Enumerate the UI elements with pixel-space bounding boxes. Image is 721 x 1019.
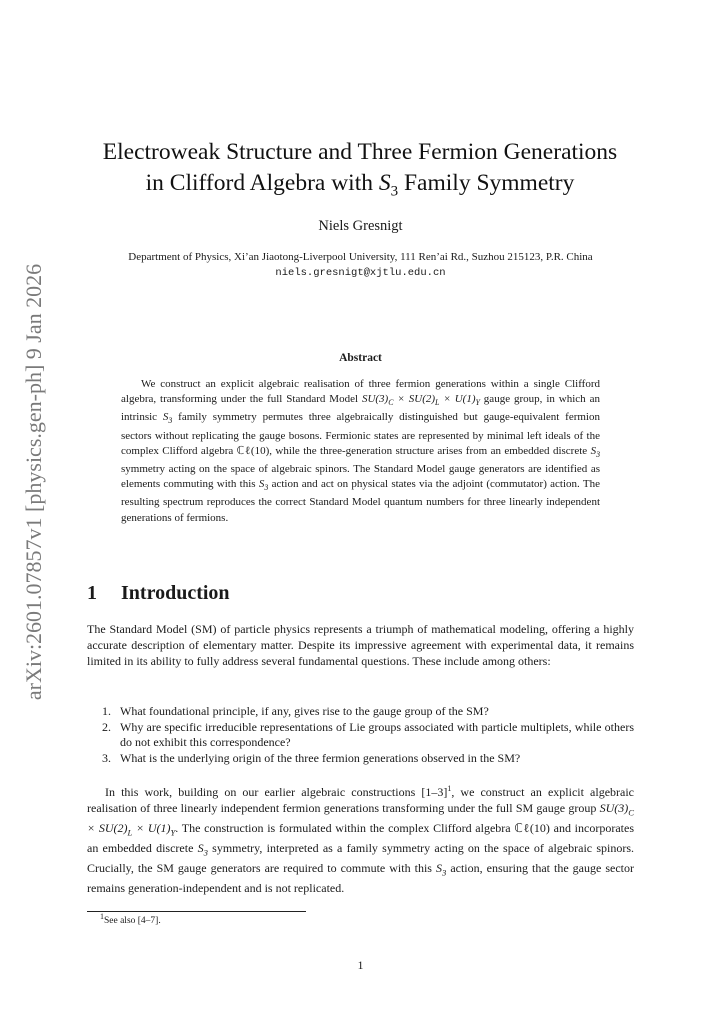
title-line-1: Electroweak Structure and Three Fermion Generations	[102, 139, 618, 165]
footnote-divider	[87, 911, 306, 912]
abstract-heading: Abstract	[339, 352, 382, 364]
affiliation-text: Department of Physics, Xi’an Jiaotong-Liverpool University, 111 Ren’ai Rd., Suzhou 215123, P.R. China	[128, 251, 593, 263]
title-line-2: in Clifford Algebra with $S_3$ Family Symmetry	[145, 170, 575, 200]
page-number: 1	[357, 958, 364, 972]
section-number: 1	[87, 582, 97, 604]
intro-paragraph: The Standard Model (SM) of particle physics represents a triumph of mathematical modeling, offering a highly accurate description of elementary matter. Despite its impressive agreement with experimental data, it remains limited in its ability to fully address several fundamental questions. These include among others:	[87, 622, 634, 668]
abstract-body: We construct an explicit algebraic realisation of three fermion generations within a single Clifford algebra, transforming under the full Standard Model $SU(3)_C \times SU(2)_L \times U(1)_Y$ gauge group, in which an intrinsic $S_3$ family symmetry permutes three algebraically distinguished but gauge-equivalent fermion sectors without replicating the gauge bosons. Fermionic states are represented by minimal left ideals of the complex Clifford algebra ℂℓ(10), while the three-generation structure arises from an embedded discrete $S_3$ symmetry acting on the space of algebraic spinors. The Standard Model gauge generators are identified as elements commuting with this $S_3$ action and act on physical states via the adjoint (commutator) action. The resulting spectrum reproduces the correct Standard Model quantum numbers for three linearly independent generations of fermions.	[121, 378, 601, 524]
paper-title	[60, 137, 660, 208]
list-item: 1. What foundational principle, if any, gives rise to the gauge group of the SM?	[102, 704, 489, 718]
footnote-marker[interactable]: 1	[447, 784, 452, 793]
questions-list	[87, 704, 634, 766]
work-paragraph: In this work, building on our earlier algebraic constructions [1–3]$^1$, we construct an explicit algebraic realisation of three linearly independent fermion generations transforming under the full SM gauge group $SU(3)_C \times SU(2)_L \times U(1)_Y$. The construction is formulated within the complex Clifford algebra ℂℓ(10) and incorporates an embedded discrete $S_3$ symmetry, interpreted as a family symmetry acting on the space of algebraic spinors. Crucially, the SM gauge generators are required to commute with this $S_3$ action, ensuring that the gauge sector remains generation-independent and is not replicated.	[87, 784, 635, 896]
author-name: Niels Gresnigt	[318, 218, 403, 234]
author-affiliation	[88, 250, 633, 281]
footnote: $^1$See also [4–7].	[100, 911, 161, 926]
section-heading-introduction	[87, 582, 230, 605]
list-item: 3. What is the underlying origin of the three fermion generations observed in the SM?	[102, 750, 521, 765]
arxiv-identifier-stamp: arXiv:2601.07857v1 [physics.gen-ph] 9 Jan 2026	[21, 263, 46, 701]
author-email[interactable]: niels.gresnigt@xjtlu.edu.cn	[275, 266, 446, 279]
section-title: Introduction	[121, 582, 230, 604]
list-item: 2. Why are specific irreducible representations of Lie groups associated with particle multiplets, while others do not exhibit this correspondence?	[102, 719, 634, 749]
